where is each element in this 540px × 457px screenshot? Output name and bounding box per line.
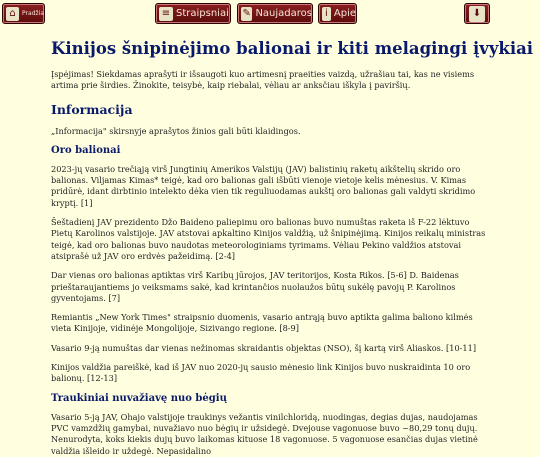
top-navigation xyxy=(0,0,540,30)
about-label: Apie xyxy=(333,8,356,19)
document-icon: ≡ xyxy=(159,7,173,21)
info-icon: i xyxy=(322,7,331,21)
balloons-paragraph: Vasario 9-ją numuštas dar vienas nežinomas skraidantis objektas (NSO), šį kartą virš Aliaskos. [10-11] xyxy=(51,342,477,353)
articles-button[interactable] xyxy=(155,3,231,24)
info-heading: Informacija xyxy=(51,101,133,117)
articles-label: Straipsniai xyxy=(176,8,229,19)
balloons-paragraph: Šeštadienį JAV prezidento Džo Baideno paliepimu oro balionas buvo numuštas raketa iš F-22 lėktuvo Pietų Karolinos valstijoje. JAV atstovai apkaltino Kinijos valdžią, už šnipinėjimą. Kinijos reikalų ministras teigė, kad oro balionas buvo naudotas meteorologiniams tyrimams. Vėliau Pekino valdžios atstovai atsiprašė už JAV oro erdvės pažeidimą. [2-4] xyxy=(51,217,486,261)
news-label: Naujadaros xyxy=(255,8,312,19)
home-icon: ⌂ xyxy=(6,7,19,21)
trains-heading: Traukiniai nuvažiavę nuo bėgių xyxy=(51,392,227,404)
home-button[interactable] xyxy=(2,3,45,24)
balloons-paragraph: 2023-jų vasario trečiąją virš Jungtinių Amerikos Valstijų (JAV) balistinių raketų aikštelių skrido oro balionas. Viljamas Kimas* teigė, kad oro balionas gali išbūti vienoje vietoje kelis mėnesius. V. Kimas pridūrė, idant dirbtinio intelekto dėka vien tik reguliuodamas aukštį oro balionas gali valdyti skridimo kryptį. [1] xyxy=(51,163,476,208)
news-button[interactable] xyxy=(237,3,313,24)
balloons-paragraph: Dar vienas oro balionas aptiktas virš Karibų jūrojos, JAV teritorijos, Kosta Rikos. [5-6] D. Baidenas prieštaraujantiems jo veiksmams sakė, kad krintančios nuolaužos būtų sukėlę pavojų P. Karolinos gyventojams. [7] xyxy=(51,270,459,303)
scroll-down-button[interactable] xyxy=(464,3,490,24)
news-icon: ✎ xyxy=(242,7,251,19)
main-content xyxy=(0,38,540,457)
arrow-down-icon: ⬇ xyxy=(469,6,485,22)
info-text: „Informacija" skirsnyje aprašytos žinios gali būti klaidingos. xyxy=(51,125,301,136)
home-label: Pradžia xyxy=(22,10,44,17)
balloons-heading: Oro balionai xyxy=(51,144,121,156)
balloons-paragraph: Remiantis „New York Times" straipsnio duomenis, vasario antrąją buvo aptikta galima baliono kilmės vieta Kinijoje, vidinėje Mongolijoje, Sizivango regione. [8-9] xyxy=(51,312,473,334)
intro-warning: Įspėjimas! Siekdamas aprašyti ir išsaugoti kuo artimesnį praeities vaizdą, užrašiau tai, kas ne visiems artima prie širdies. Žinokite, teisybė, kaip riebalai, vėliau ar anksčiau iškyla į paviršių. xyxy=(51,69,475,91)
balloons-paragraph: Kinijos valdžia pareiškė, kad iš JAV nuo 2020-jų sausio mėnesio link Kinijos buvo nuskraidinta 10 oro balionų. [12-13] xyxy=(51,362,471,384)
about-button[interactable] xyxy=(318,3,357,24)
page-title: Kinijos šnipinėjimo balionai ir kiti melagingi įvykiai xyxy=(51,39,534,58)
trains-paragraph: Vasario 5-ją JAV, Ohajo valstijoje traukinys vežantis vinilchloridą, nuodingas, degias dujas, naudojamas PVC vamzdžių gamybai, nuvažiavo nuo bėgių ir užsidegė. Dvejouse vagonuose buvo ~80,29 tonų dujų. Nenurodyta, koks kiekis dujų buvo laikomas kituose 18 vagonuose. 5 vagonuose esančias dujas vietinė valdžia išleido ir uždegė. Nepasidalino xyxy=(51,411,478,456)
